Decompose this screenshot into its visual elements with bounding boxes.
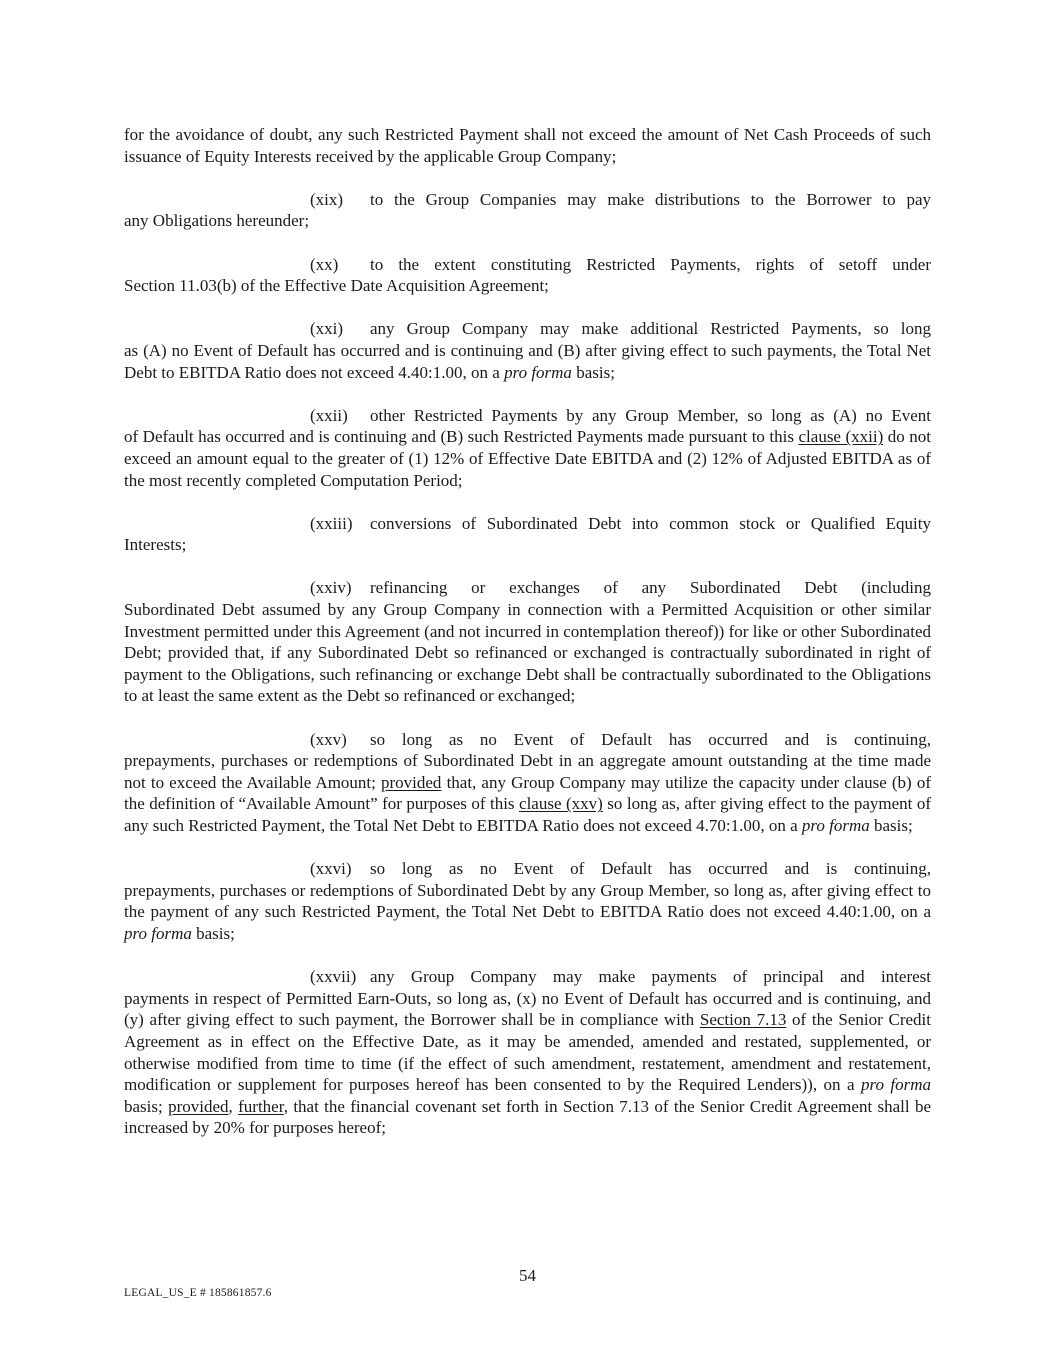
- further-underlined: further: [238, 1096, 284, 1116]
- clause-xxiv-lead-text: refinancing or exchanges of any Subordinated Debt (including: [370, 578, 931, 598]
- clause-xxi: [124, 318, 931, 383]
- clause-xxvii-text-a: payments in respect of Permitted Earn-Outs, so long as, (x) no Event of Default has occurred and is continuing, and (y) after giving effect to such payment, the Borrower shall be in compliance with: [124, 988, 931, 1030]
- clause-xxiii: [124, 513, 931, 556]
- clause-xix-lead: [124, 189, 931, 211]
- clause-xxi-text-b: basis;: [576, 362, 615, 382]
- clause-reference-link: clause (xxii): [798, 427, 884, 447]
- clause-reference-link: clause (xxv): [519, 794, 603, 814]
- provided-underlined: provided: [381, 772, 442, 792]
- clause-xxi-lead: [124, 318, 931, 340]
- clause-xxvii-text-c: basis;: [124, 1096, 163, 1116]
- clause-xxvi-lead-text: so long as no Event of Default has occurred and is continuing,: [370, 859, 931, 879]
- clause-xix: [124, 189, 931, 232]
- clause-xxiii-rest: Interests;: [124, 535, 187, 555]
- clause-xxiv-number: (xxiv): [310, 578, 352, 598]
- clause-xxi-lead-text: any Group Company may make additional Restricted Payments, so long: [370, 319, 931, 339]
- clause-xix-lead-text: to the Group Companies may make distributions to the Borrower to pay: [370, 189, 931, 209]
- clause-xix-number: (xix): [310, 189, 344, 209]
- clause-xxi-number: (xxi): [310, 319, 344, 339]
- pro-forma-italic: pro forma: [124, 923, 192, 943]
- page-number: 54: [519, 1266, 536, 1285]
- clause-xx-lead: [124, 254, 931, 276]
- clause-xxv-rest: [124, 750, 931, 836]
- clause-xxvii: [124, 966, 931, 1139]
- pro-forma-italic: pro forma: [801, 816, 870, 835]
- clause-xxii-lead: [124, 405, 931, 427]
- clause-xxii: [124, 405, 931, 491]
- clause-xx-number: (xx): [310, 254, 339, 274]
- clause-xxii-text-a: of Default has occurred and is continuing and (B) such Restricted Payments made pursuant to this: [124, 427, 794, 447]
- intro-paragraph: [124, 124, 931, 167]
- clause-xxii-text-b: do not exceed an amount equal to the greater of (1) 12% of Effective Date EBITDA and (2) 12% of Adjusted EBITDA as of the most recently completed Computation Period;: [124, 427, 931, 490]
- pro-forma-italic: pro forma: [860, 1075, 931, 1095]
- clause-xxv-text-b: that, any Group Company may utilize the capacity under clause (b) of the definition of “Available Amount” for purposes of this: [124, 772, 931, 814]
- provided-underlined: provided: [168, 1096, 229, 1116]
- clause-xx-lead-text: to the extent constituting Restricted Payments, rights of setoff under: [370, 254, 931, 274]
- clause-xxiii-lead-text: conversions of Subordinated Debt into common stock or Qualified Equity: [370, 513, 931, 533]
- clause-xxv: [124, 729, 931, 837]
- clause-xxv-lead-text: so long as no Event of Default has occurred and is continuing,: [370, 729, 931, 749]
- clause-xxvi: [124, 858, 931, 944]
- clause-xxvii-text-d: , that the financial covenant set forth in Section 7.13 of the Senior Credit Agreement shall be increased by 20% for purposes hereof;: [124, 1096, 932, 1138]
- clause-xxvii-number: (xxvii): [310, 967, 357, 987]
- pro-forma-italic: pro forma: [504, 362, 572, 382]
- clause-xxvi-rest: [124, 880, 931, 945]
- clause-xxvii-text-b: of the Senior Credit Agreement as in effect on the Effective Date, as it may be amended, amended and restated, supplemented, or otherwise modified from time to time (if the effect of such amendment, restatement, amendment and restatement, modification or supplement for purposes hereof has been consented to by the Required Lenders)), on a: [124, 1010, 932, 1095]
- clause-xxvii-lead-text: any Group Company may make payments of principal and interest: [370, 967, 931, 987]
- clause-xxiii-number: (xxiii): [310, 513, 353, 533]
- comma: ,: [228, 1096, 233, 1116]
- clause-xxv-text-a: prepayments, purchases or redemptions of Subordinated Debt in an aggregate amount outstanding at the time made not to exceed the Available Amount;: [124, 751, 931, 792]
- clause-xx-rest: Section 11.03(b) of the Effective Date Acquisition Agreement;: [124, 276, 549, 296]
- clause-xxv-text-c: so long as, after giving effect to the payment of any such Restricted Payment, the Total Net Debt to EBITDA Ratio does not exceed 4.70:1.00, on a: [124, 794, 931, 835]
- clause-xxv-text-d: basis;: [874, 816, 913, 835]
- clause-xix-rest: any Obligations hereunder;: [124, 211, 310, 231]
- clause-xxvii-lead: [124, 966, 931, 988]
- clause-xxi-text-a: as (A) no Event of Default has occurred and is continuing and (B) after giving effect to such payments, the Total Net Debt to EBITDA Ratio does not exceed 4.40:1.00, on a: [124, 340, 931, 382]
- clause-xxvi-number: (xxvi): [310, 859, 352, 879]
- clause-xxv-lead: [124, 729, 931, 751]
- clause-xxi-rest: [124, 340, 931, 383]
- clause-xxvi-lead: [124, 858, 931, 880]
- clause-xxvi-text-a: prepayments, purchases or redemptions of Subordinated Debt by any Group Member, so long as, after giving effect to the payment of any such Restricted Payment, the Total Net Debt to EBITDA Ratio does not exceed 4.40:1.00, on a: [124, 880, 931, 922]
- clause-xxiv-rest: Subordinated Debt assumed by any Group Company in connection with a Permitted Acquisition or other similar Investment permitted under this Agreement (and not incurred in contemplation thereof)) for like or other Subordinated Debt; provided that, if any Subordinated Debt so refinanced or exchanged is contractually subordinated in right of payment to the Obligations, such refinancing or exchange Debt shall be contractually subordinated to the Obligations to at least the same extent as the Debt so refinanced or exchanged;: [124, 600, 931, 706]
- intro-text: for the avoidance of doubt, any such Restricted Payment shall not exceed the amount of Net Cash Proceeds of such issuance of Equity Interests received by the applicable Group Company;: [124, 125, 931, 166]
- clause-xxvi-text-b: basis;: [196, 923, 235, 943]
- document-id: LEGAL_US_E # 185861857.6: [124, 1287, 272, 1299]
- clause-xxii-lead-text: other Restricted Payments by any Group Member, so long as (A) no Event: [370, 405, 931, 425]
- clause-xxii-rest: [124, 426, 931, 491]
- clause-xxiv: [124, 577, 931, 707]
- clause-xxiii-lead: [124, 513, 931, 535]
- clause-xx: [124, 254, 931, 297]
- document-page: [124, 124, 931, 1161]
- clause-xxiv-lead: [124, 577, 931, 599]
- section-reference-link: Section 7.13: [699, 1010, 787, 1030]
- clause-xxv-number: (xxv): [310, 729, 347, 749]
- clause-xxvii-rest: [124, 988, 931, 1139]
- clause-xxii-number: (xxii): [310, 405, 348, 425]
